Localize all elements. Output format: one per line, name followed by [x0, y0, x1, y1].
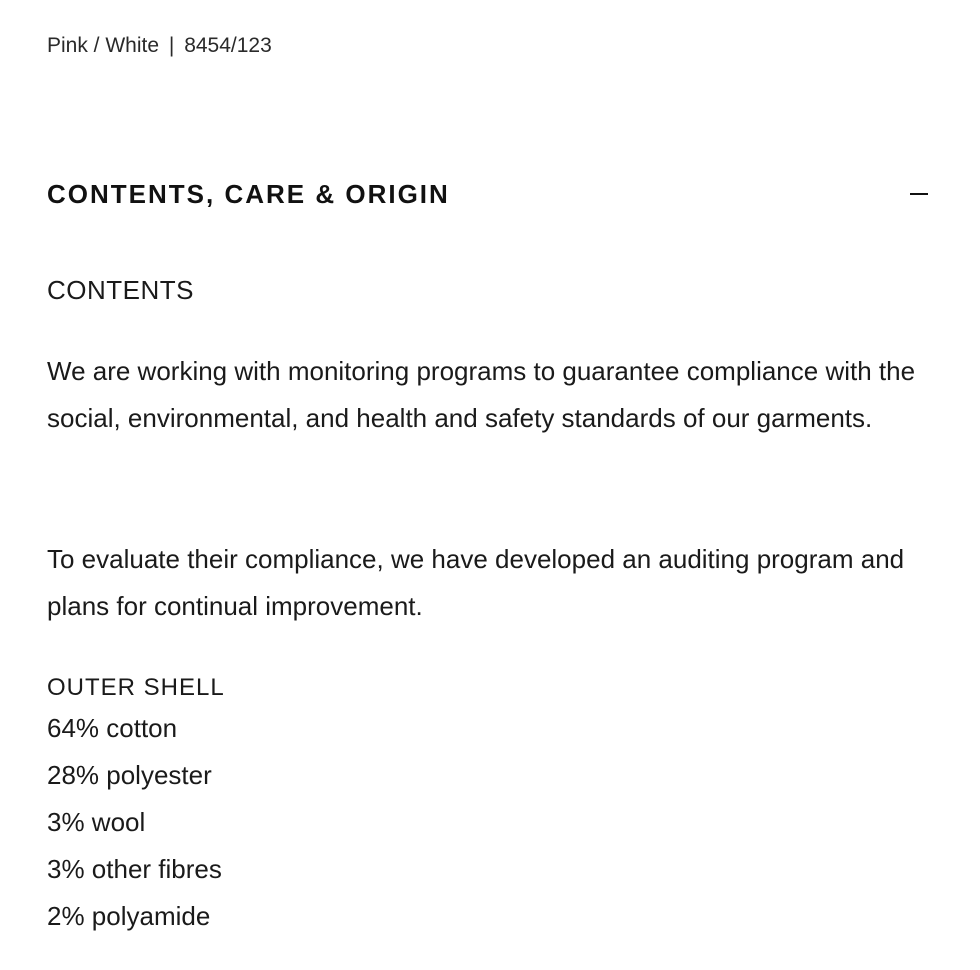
material-item: 2% polyamide — [47, 901, 211, 931]
contents-care-origin-accordion-header[interactable] — [47, 174, 929, 214]
outer-shell-label: OUTER SHELL — [47, 674, 225, 701]
contents-heading: CONTENTS — [47, 275, 194, 305]
product-color: Pink / White — [47, 34, 160, 57]
material-item: 28% polyester — [47, 760, 212, 790]
product-details-panel — [47, 0, 937, 970]
material-item: 3% wool — [47, 807, 146, 837]
product-reference: 8454/123 — [184, 34, 272, 57]
variant-separator: | — [168, 34, 175, 57]
material-list — [47, 705, 927, 940]
compliance-paragraph: We are working with monitoring programs to guarantee compliance with the social, environmental, and health and safety standards of our garments. — [47, 356, 916, 433]
material-item: 3% other fibres — [47, 854, 222, 884]
product-variant-info — [47, 33, 272, 59]
outer-shell-composition — [47, 671, 927, 940]
section-title: CONTENTS, CARE & ORIGIN — [47, 178, 450, 209]
material-item: 64% cotton — [47, 713, 178, 743]
auditing-paragraph: To evaluate their compliance, we have developed an auditing program and plans for continual improvement. — [47, 544, 905, 621]
minus-icon[interactable] — [909, 184, 929, 204]
